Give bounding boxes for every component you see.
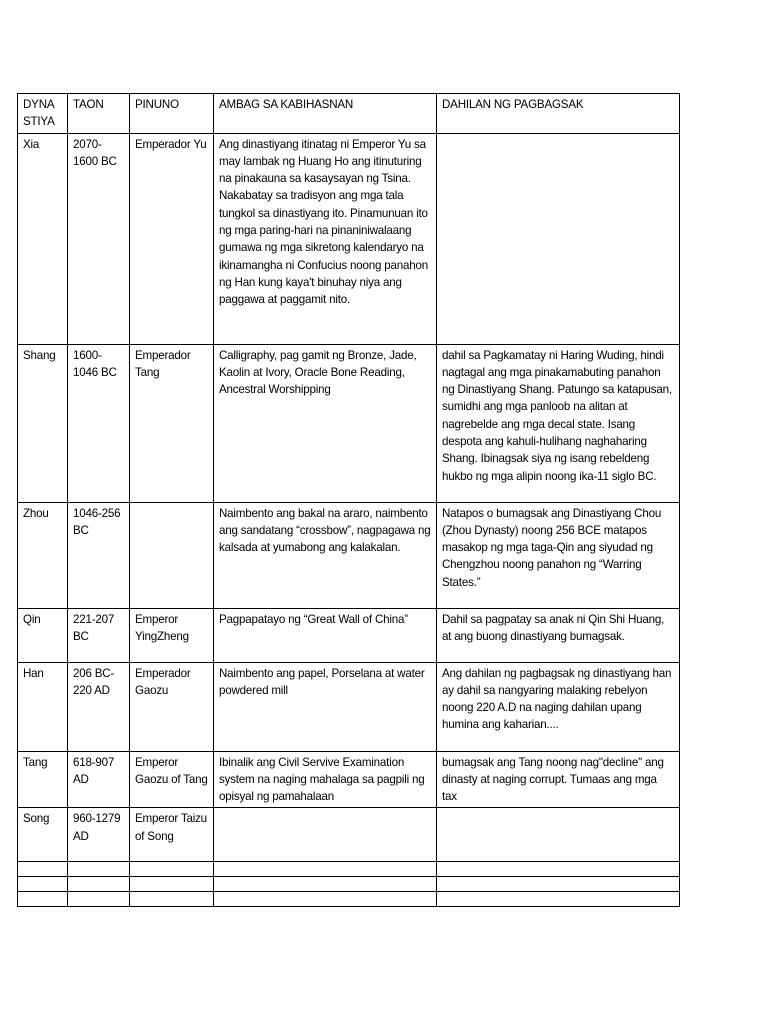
cell-year: 2070-1600 BC xyxy=(68,133,130,344)
cell-contribution: Pagpapatayo ng “Great Wall of China” xyxy=(214,608,437,662)
header-reason: DAHILAN NG PAGBAGSAK xyxy=(437,94,680,134)
cell-dynasty: Shang xyxy=(18,344,68,502)
cell-dynasty: Qin xyxy=(18,608,68,662)
empty-cell xyxy=(68,862,130,877)
cell-leader: Emperador Gaozu xyxy=(130,662,214,751)
cell-dynasty: Tang xyxy=(18,751,68,808)
cell-leader: Emperador Yu xyxy=(130,133,214,344)
cell-contribution: Naimbento ang papel, Porselana at water powdered mill xyxy=(214,662,437,751)
header-contribution: AMBAG SA KABIHASNAN xyxy=(214,94,437,134)
empty-cell xyxy=(68,877,130,892)
cell-reason: Dahil sa pagpatay sa anak ni Qin Shi Huang, at ang buong dinastiyang bumagsak. xyxy=(437,608,680,662)
table-row xyxy=(18,662,680,751)
empty-row xyxy=(18,892,680,907)
cell-reason: bumagsak ang Tang noong nag"decline" ang dinasty at naging corrupt. Tumaas ang mga tax xyxy=(437,751,680,808)
cell-leader: Emperor Gaozu of Tang xyxy=(130,751,214,808)
empty-row xyxy=(18,877,680,892)
cell-year: 221-207 BC xyxy=(68,608,130,662)
cell-leader: Emperador Tang xyxy=(130,344,214,502)
cell-contribution: Ang dinastiyang itinatag ni Emperor Yu sa may lambak ng Huang Ho ang itinuturing na pinakauna sa kasaysayan ng Tsina. Nakabatay sa tradisyon ang mga tala tungkol sa dinastiyang ito. Pinamunuan ito ng mga paring-hari na pinaniniwalaang gumawa ng mga sikretong kalendaryo na ikinamangha ni Confucius noong panahon ng Han kung kaya't binuhay niya ang paggawa at paggamit nito. xyxy=(214,133,437,344)
cell-contribution: Ibinalik ang Civil Servive Examination system na naging mahalaga sa pagpili ng opisyal ng pamahalaan xyxy=(214,751,437,808)
empty-cell xyxy=(214,877,437,892)
table-header-row xyxy=(18,94,680,134)
cell-reason: Natapos o bumagsak ang Dinastiyang Chou (Zhou Dynasty) noong 256 BCE matapos masakop ng mga taga-Qin ang siyudad ng Chengzhou noong panahon ng “Warring States.” xyxy=(437,502,680,608)
cell-year: 1046-256 BC xyxy=(68,502,130,608)
cell-year: 960-1279 AD xyxy=(68,808,130,862)
cell-leader: Emperor Taizu of Song xyxy=(130,808,214,862)
header-leader: PINUNO xyxy=(130,94,214,134)
empty-cell xyxy=(437,862,680,877)
table-row xyxy=(18,608,680,662)
cell-contribution xyxy=(214,808,437,862)
cell-year: 618-907 AD xyxy=(68,751,130,808)
empty-cell xyxy=(130,877,214,892)
empty-row xyxy=(18,862,680,877)
header-dynasty: DYNA STIYA xyxy=(18,94,68,134)
cell-year: 1600-1046 BC xyxy=(68,344,130,502)
dynasty-table xyxy=(17,93,680,907)
cell-contribution: Calligraphy, pag gamit ng Bronze, Jade, Kaolin at Ivory, Oracle Bone Reading, Ancestral Worshipping xyxy=(214,344,437,502)
cell-dynasty: Xia xyxy=(18,133,68,344)
table-row xyxy=(18,808,680,862)
empty-cell xyxy=(437,892,680,907)
cell-leader: Emperor YingZheng xyxy=(130,608,214,662)
empty-cell xyxy=(18,892,68,907)
cell-contribution: Naimbento ang bakal na araro, naimbento ang sandatang “crossbow”, nagpagawa ng kalsada at yumabong ang kalakalan. xyxy=(214,502,437,608)
empty-cell xyxy=(214,892,437,907)
table-row xyxy=(18,502,680,608)
cell-dynasty: Song xyxy=(18,808,68,862)
cell-dynasty: Han xyxy=(18,662,68,751)
cell-leader xyxy=(130,502,214,608)
empty-cell xyxy=(68,892,130,907)
empty-cell xyxy=(18,877,68,892)
cell-reason: dahil sa Pagkamatay ni Haring Wuding, hindi nagtagal ang mga pinakamabuting panahon ng Dinastiyang Shang. Patungo sa katapusan, sumidhi ang mga panloob na alitan at nagrebelde ang mga decal state. Isang despota ang kahuli-hulihang naghaharing Shang. Ibinagsak siya ng isang rebeldeng hukbo ng mga alipin noong ika-11 siglo BC. xyxy=(437,344,680,502)
cell-year: 206 BC-220 AD xyxy=(68,662,130,751)
empty-cell xyxy=(214,862,437,877)
empty-cell xyxy=(130,862,214,877)
cell-dynasty: Zhou xyxy=(18,502,68,608)
cell-reason: Ang dahilan ng pagbagsak ng dinastiyang han ay dahil sa nangyaring malaking rebelyon noong 220 A.D na naging dahilan upang humina ang kaharian.... xyxy=(437,662,680,751)
empty-cell xyxy=(437,877,680,892)
empty-cell xyxy=(130,892,214,907)
cell-reason xyxy=(437,808,680,862)
table-row xyxy=(18,344,680,502)
header-year: TAON xyxy=(68,94,130,134)
table-row xyxy=(18,751,680,808)
table-row xyxy=(18,133,680,344)
cell-reason xyxy=(437,133,680,344)
empty-cell xyxy=(18,862,68,877)
